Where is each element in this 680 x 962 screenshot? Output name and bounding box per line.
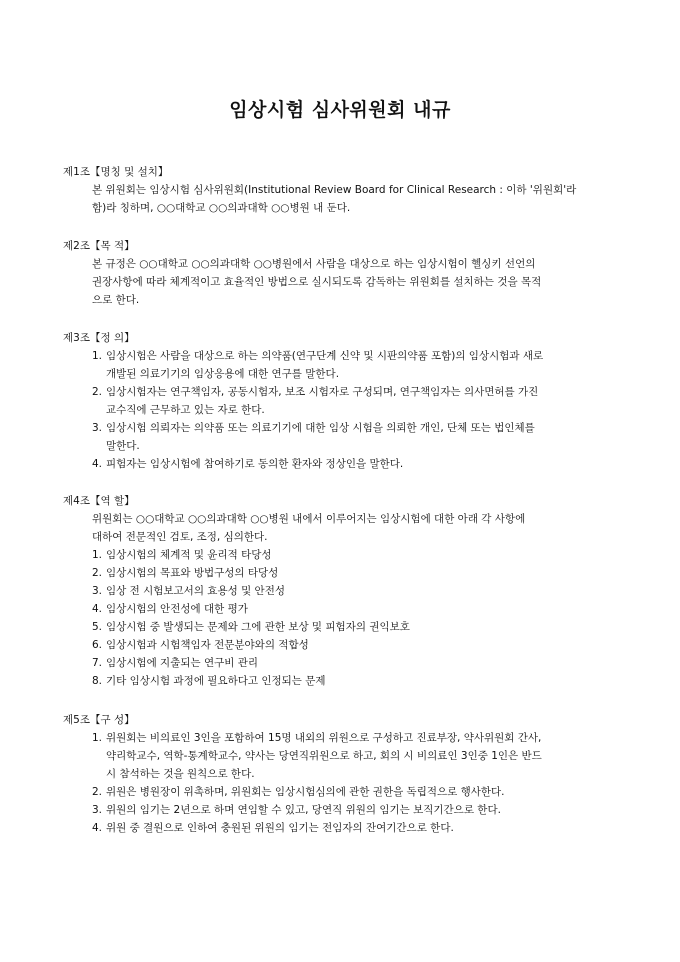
list-item-line: 임상시험은 사람을 대상으로 하는 의약품(연구단계 신약 및 시판의약품 포함)의 임상시험과 새로 xyxy=(106,350,544,362)
list-item-line: 말한다. xyxy=(106,440,140,452)
list-item-line: 임상시험 중 발생되는 문제와 그에 관한 보상 및 피험자의 권익보호 xyxy=(106,621,410,633)
list-item-line: 임상시험의 안전성에 대한 평가 xyxy=(106,603,248,615)
list-item-number: 4. xyxy=(92,822,103,834)
article-body-line: 대하여 전문적인 검토, 조정, 심의한다. xyxy=(92,531,268,543)
article-heading: 제1조【명칭 및 설치】 xyxy=(63,166,169,178)
list-item-line: 임상시험의 목표와 방법구성의 타당성 xyxy=(106,567,279,579)
list-item-text xyxy=(106,600,622,618)
list-item-number: 2. xyxy=(92,386,103,398)
article-heading: 제4조【역 할】 xyxy=(63,495,135,507)
list-item-text xyxy=(106,819,622,837)
list-item-line: 기타 임상시험 과정에 필요하다고 인정되는 문제 xyxy=(106,675,326,687)
article-heading: 제2조【목 적】 xyxy=(63,240,135,252)
article-body-line: 함)라 칭하며, ○○대학교 ○○의과대학 ○○병원 내 둔다. xyxy=(92,202,351,214)
article-heading: 제5조【구 성】 xyxy=(63,714,135,726)
list-item-number: 2. xyxy=(92,567,103,579)
list-item-text xyxy=(106,801,622,819)
list-item-line: 임상시험에 지출되는 연구비 관리 xyxy=(106,657,259,669)
list-item-text xyxy=(106,383,622,419)
list-item-text xyxy=(106,419,622,455)
article-body-line: 본 규정은 ○○대학교 ○○의과대학 ○○병원에서 사람을 대상으로 하는 임상시험이 헬싱키 선언의 xyxy=(92,258,536,270)
list-item-line: 위원의 임기는 2년으로 하며 연임할 수 있고, 당연직 위원의 임기는 보직기간으로 한다. xyxy=(106,804,501,816)
list-item-text xyxy=(106,546,622,564)
list-item-line: 시 참석하는 것을 원칙으로 한다. xyxy=(106,768,255,780)
article-body-line: 본 위원회는 임상시험 심사위원회(Institutional Review Board for Clinical Research : 이하 '위원회'라 xyxy=(92,184,577,196)
list-item-line: 위원회는 비의료인 3인을 포함하여 15명 내외의 위원으로 구성하고 진료부장, 약사위원회 간사, xyxy=(106,732,542,744)
list-item-text xyxy=(106,654,622,672)
list-item-number: 4. xyxy=(92,603,103,615)
list-item-number: 5. xyxy=(92,621,103,633)
list-item-line: 교수직에 근무하고 있는 자로 한다. xyxy=(106,404,265,416)
list-item-number: 3. xyxy=(92,804,103,816)
list-item-line: 임상시험 의뢰자는 의약품 또는 의료기기에 대한 임상 시험을 의뢰한 개인, 단체 또는 법인체를 xyxy=(106,422,535,434)
list-item-number: 8. xyxy=(92,675,103,687)
list-item-text xyxy=(106,783,622,801)
list-item-line: 임상시험의 체계적 및 윤리적 타당성 xyxy=(106,549,272,561)
list-item-number: 3. xyxy=(92,585,103,597)
list-item-number: 2. xyxy=(92,786,103,798)
article-heading: 제3조【정 의】 xyxy=(63,332,135,344)
list-item-line: 임상시험자는 연구책임자, 공동시험자, 보조 시험자로 구성되며, 연구책임자는 의사면허를 가진 xyxy=(106,386,539,398)
list-item-line: 임상 전 시험보고서의 효용성 및 안전성 xyxy=(106,585,285,597)
list-item-number: 1. xyxy=(92,350,103,362)
list-item-text xyxy=(106,618,622,636)
article-body-line: 위원회는 ○○대학교 ○○의과대학 ○○병원 내에서 이루어지는 임상시험에 대한 아래 각 사항에 xyxy=(92,513,526,525)
list-item-line: 약리학교수, 역학-통계학교수, 약사는 당연직위원으로 하고, 회의 시 비의료인 3인중 1인은 반드 xyxy=(106,750,542,762)
list-item-number: 1. xyxy=(92,549,103,561)
list-item-text xyxy=(106,347,622,383)
list-item-number: 1. xyxy=(92,732,103,744)
document-title: 임상시험 심사위원회 내규 xyxy=(229,99,451,121)
list-item-text xyxy=(106,636,622,654)
article-body-line: 권장사항에 따라 체계적이고 효율적인 방법으로 실시되도록 감독하는 위원회를 설치하는 것을 목적 xyxy=(92,276,542,288)
list-item-text xyxy=(106,564,622,582)
list-item-number: 4. xyxy=(92,458,103,470)
list-item-line: 임상시험과 시험책임자 전문분야와의 적합성 xyxy=(106,639,309,651)
list-item-line: 피험자는 임상시험에 참여하기로 동의한 환자와 정상인을 말한다. xyxy=(106,458,404,470)
list-item-text xyxy=(106,672,622,690)
list-item-text xyxy=(106,729,622,783)
list-item-number: 3. xyxy=(92,422,103,434)
list-item-line: 위원은 병원장이 위촉하며, 위원회는 임상시험심의에 관한 권한을 독립적으로 행사한다. xyxy=(106,786,505,798)
list-item-number: 6. xyxy=(92,639,103,651)
article-body-line: 으로 한다. xyxy=(92,294,140,306)
list-item-line: 위원 중 결원으로 인하여 충원된 위원의 임기는 전임자의 잔여기간으로 한다. xyxy=(106,822,454,834)
list-item-text xyxy=(106,582,622,600)
list-item-text xyxy=(106,455,622,473)
list-item-number: 7. xyxy=(92,657,103,669)
list-item-line: 개발된 의료기기의 임상응용에 대한 연구를 말한다. xyxy=(106,368,340,380)
